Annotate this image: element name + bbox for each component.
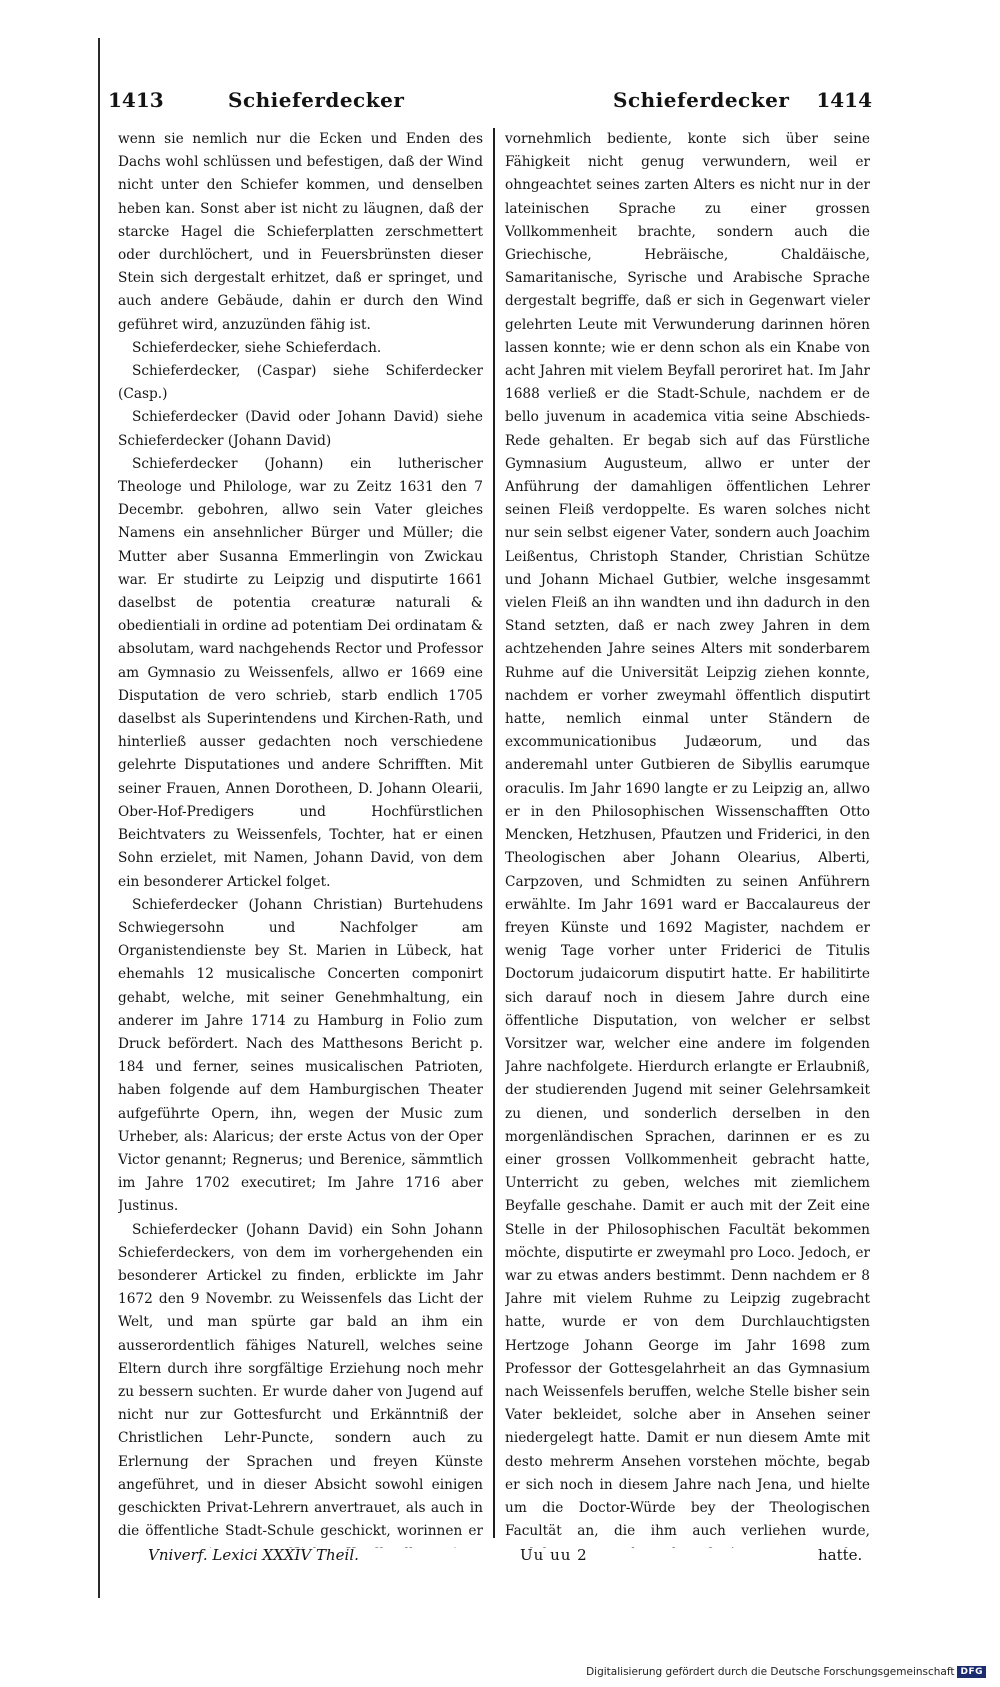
page-number-left: 1413 <box>108 88 164 112</box>
left-paragraph: Schieferdecker (Johann Christian) Burtehudens Schwiegersohn und Nachfolger am Organistendienste bey St. Marien in Lübeck, hat ehemahls 12 musicalische Concerten componirt gehabt, welche, mit seiner Genehmhaltung, ein anderer im Jahre 1714 zu Hamburg in Folio zum Druck befördert. Nach des Matthesons Bericht p. 184 und ferner, seines musicalischen Patrioten, haben folgende auf dem Hamburgischen Theater aufgeführte Opern, ihn, wegen der Music zum Urheber, als: Alaricus; der erste Actus von der Oper Victor genannt; Regnerus; und Berenice, sämmtlich im Jahre 1702 executiret; Im Jahre 1716 aber Justinus. <box>118 896 483 1215</box>
right-paragraph: vornehmlich bediente, konte sich über seine Fähigkeit nicht genug verwundern, weil er ohngeachtet seines zarten Alters es nicht nur in der lateinischen Sprache zu einer grossen Vollkommenheit brachte, sondern auch die Griechische, Hebräische, Chaldäische, Samaritanische, Syrische und Arabische Sprache dergestalt begriffe, daß er sich in Gegenwart vieler gelehrten Leute mit Verwunderung darinnen hören lassen konnte; wie er denn schon als ein Knabe von acht Jahren mit vielem Beyfall peroriret hat. Im Jahr 1688 verließ er die Stadt-Schule, nachdem er de bello juvenum in academica vitia seine Abschieds-Rede gehalten. Er begab sich auf das Fürstliche Gymnasium Augusteum, allwo er unter der Anführung der damahligen öffentlichen Lehrer seinen Fleiß verdoppelte. Es waren solches nicht nur sein selbst eigener Vater, sondern auch Joachim Leißentus, Christoph Stander, Christian Schütze und Johann Michael Gutbier, welche insgesammt vielen Fleiß an ihn wandten und ihn dadurch in den Stand setzten, daß er nach zwey Jahren in dem achtzehenden Jahre seines Alters mit sonderbarem Ruhme auf die Universität Leipzig ziehen konnte, nachdem er vorher zweymahl öffentlich disputirt hatte, nemlich einmal unter Ständern de excommunicationibus Judæorum, und das anderemahl unter Gutbieren de Sibyllis earumque oraculis. Im Jahr 1690 langte er zu Leipzig an, allwo er in den Philosophischen Wissenschafften Otto Mencken, Hetzhusen, Pfautzen und Friderici, in den Theologischen aber Johann Olearius, Alberti, Carpzoven, und Schmidten zu seinen Anführern erwählte. Im Jahr 1691 ward er Baccalaureus der freyen Künste und 1692 Magister, nachdem er wenig Tage vorher unter Friderici de Titulis Doctorum judaicorum disputirt hatte. Er habilitirte sich darauf noch in diesem Jahre durch eine öffentliche Disputation, von welcher er selbst Vorsitzer war, welcher eine andere im folgenden Jahre nachfolgete. Hierdurch erlangte er Erlaubniß, der studierenden Jugend mit seiner Gelehrsamkeit zu dienen, und sonderlich derselben in den morgenländischen Sprachen, darinnen er es zu einer grossen Vollkommenheit gebracht hatte, Unterricht zu geben, welches mit ziemlichem Beyfalle geschahe. Damit er auch mit der Zeit eine Stelle in der Philosophischen Facultät bekommen möchte, disputirte er zweymahl pro Loco. Jedoch, er war zu etwas anders bestimmt. Denn nachdem er 8 Jahre mit vielem Ruhme zu Leipzig zugebracht hatte, wurde er von dem Durchlauchtigsten Hertzoge Johann George im Jahr 1698 zum Professor der Gottesgelahrheit an das Gymnasium nach Weissenfels beruffen, welche Stelle bisher sein Vater bekleidet, solche aber in Ansehen seiner niedergelegt hatte. Damit er nun diesem Amte mit desto mehrerm Ansehen vorstehen möchte, begab er sich noch in diesem Jahre nach Jena, und hielte um die Doctor-Würde bey der Theologischen Facultät an, die ihm auch verliehen wurde, <box>505 131 870 1540</box>
scan-edge-line <box>98 38 100 1598</box>
left-paragraph: Schieferdecker (David oder Johann David) siehe Schieferdecker (Johann David) <box>118 409 483 449</box>
credit-text: Digitalisierung gefördert durch die Deutsche Forschungsgemeinschaft <box>586 1666 955 1678</box>
footer-volume: Vniverf. Lexici XXXIV Theil. <box>148 1546 359 1564</box>
left-column <box>118 128 483 1548</box>
left-paragraph: wenn sie nemlich nur die Ecken und Enden des Dachs wohl schlüssen und befestigen, daß der Wind nicht unter den Schiefer kommen, und denselben heben kan. Sonst aber ist nicht zu läugnen, daß der starcke Hagel die Schieferplatten zerschmettert oder durchlöchert, und in Feuersbrünsten dieser Stein sich dergestalt erhitzet, daß er springet, und auch andere Gebäude, dahin er durch den Wind geführet wird, anzuzünden fähig ist. <box>118 131 483 333</box>
column-rule <box>493 128 495 1538</box>
footer-signature: Uu uu 2 <box>520 1546 588 1564</box>
dfg-logo: DFG <box>957 1666 986 1678</box>
left-paragraph: Schieferdecker (Johann) ein lutherischer Theologe und Philologe, war zu Zeitz 1631 den 7 Decembr. gebohren, allwo sein Vater gleiches Namens ein ansehnlicher Bürger und Müller; die Mutter aber Susanna Emmerlingin von Zwickau war. Er studirte zu Leipzig und disputirte 1661 daselbst de potentia creaturæ naturali & obedientiali in ordine ad potentiam Dei ordinatam & absolutam, ward nachgehends Rector und Professor am Gymnasio zu Weissenfels, allwo er 1669 eine Disputation de vero schrieb, starb endlich 1705 daselbst als Superintendens und Kirchen-Rath, und hinterließ ausser gedachten noch verschiedene gelehrte Disputationes und andere Schrifften. Mit seiner Frauen, Annen Dorotheen, D. Johann Olearii, Ober-Hof-Predigers und Hochfürstlichen Beichtvaters zu Weissenfels, Tochter, hat er einen Sohn erzielet, mit Namen, Johann David, von dem ein besonderer Artickel folget. <box>118 455 483 890</box>
running-title-right: Schieferdecker <box>613 88 790 112</box>
left-paragraph: Schieferdecker, (Caspar) siehe Schiferdecker (Casp.) <box>118 363 483 403</box>
digitization-credit <box>586 1666 986 1678</box>
page-number-right: 1414 <box>816 88 872 112</box>
running-title-left: Schieferdecker <box>228 88 405 112</box>
left-paragraph: Schieferdecker (Johann David) ein Sohn Johann Schieferdeckers, von dem im vorhergehenden ein besonderer Artickel zu finden, erblickte im Jahr 1672 den 9 Novembr. zu Weissenfels das Licht der Welt, und man spürte gar bald an ihm ein ausserordentlich fähiges Naturell, welches seine Eltern durch ihre sorgfältige Erziehung noch mehr zu bessern suchten. Er wurde daher von Jugend auf nicht nur zur Gottesfurcht und Erkänntniß der Christlichen Lehr-Puncte, sondern auch zu Erlernung der Sprachen und freyen Künste angeführet, und in dieser Absicht sowohl einigen geschickten Privat-Lehrern anvertrauet, als auch in die öffentliche Stadt-Schule geschickt, worinnen er <box>118 1221 483 1540</box>
footer-catchword: hatte. <box>818 1546 863 1564</box>
right-column <box>505 128 870 1548</box>
left-paragraph: Schieferdecker, siehe Schieferdach. <box>132 339 382 356</box>
